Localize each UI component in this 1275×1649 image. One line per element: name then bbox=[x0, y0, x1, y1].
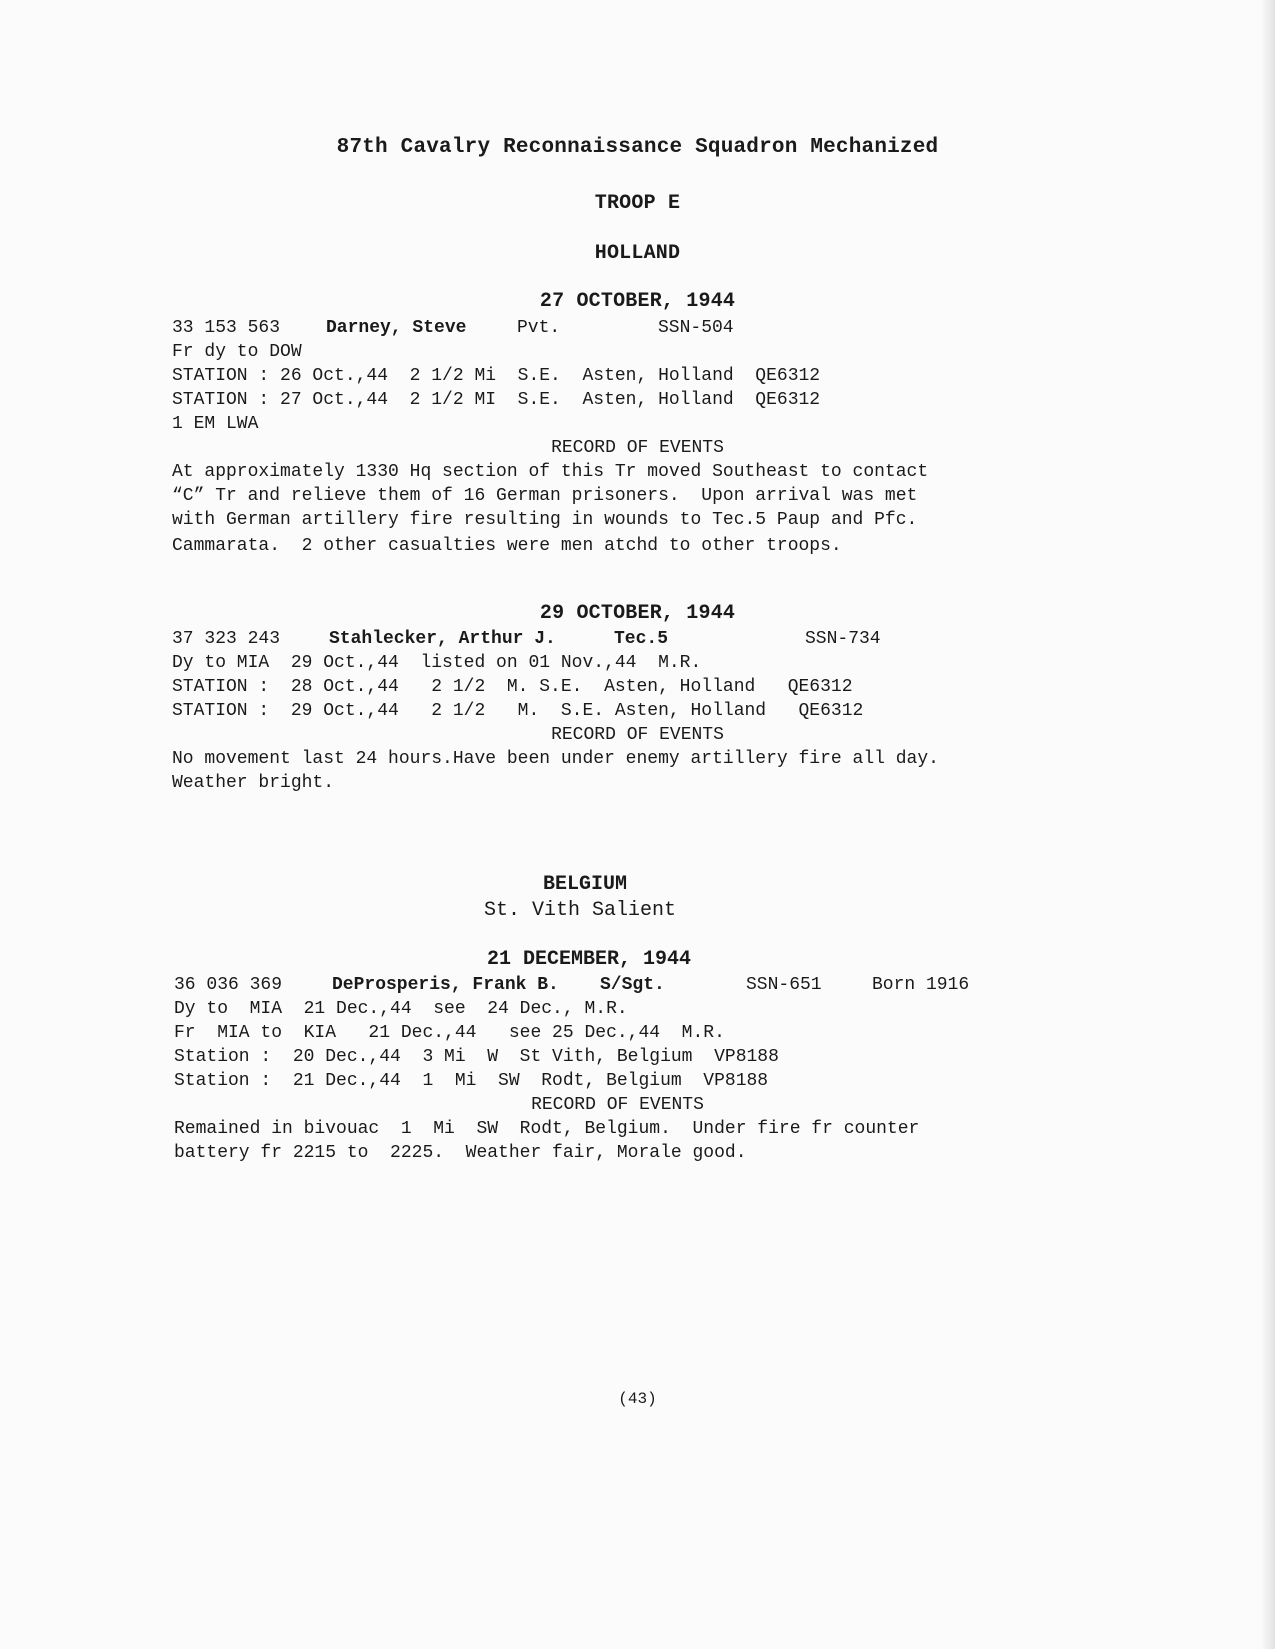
date-heading: 27 OCTOBER, 1944 bbox=[539, 290, 736, 313]
record-line: Fr dy to DOW bbox=[172, 342, 302, 362]
serial-number: 33 153 563 bbox=[172, 318, 281, 338]
record-of-events-heading: RECORD OF EVENTS bbox=[531, 1095, 704, 1115]
soldier-name: Stahlecker, Arthur J. bbox=[329, 629, 556, 649]
record-text-line: “C” Tr and relieve them of 16 German prisoners. Upon arrival was met bbox=[172, 486, 918, 506]
date-heading: 21 DECEMBER, 1944 bbox=[487, 948, 692, 971]
station-line: Station : 20 Dec.,44 3 Mi W St Vith, Belgium VP8188 bbox=[174, 1047, 779, 1067]
document-title: 87th Cavalry Reconnaissance Squadron Mechanized bbox=[336, 136, 939, 159]
soldier-rank: Tec.5 bbox=[614, 629, 669, 649]
service-number: SSN-504 bbox=[658, 318, 734, 338]
serial-number: 36 036 369 bbox=[174, 975, 283, 995]
serial-number: 37 323 243 bbox=[172, 629, 281, 649]
soldier-name: Darney, Steve bbox=[326, 318, 467, 338]
country-heading-belgium: BELGIUM bbox=[543, 873, 628, 896]
page-number: (43) bbox=[618, 1390, 657, 1408]
record-text-line: with German artillery fire resulting in wounds to Tec.5 Paup and Pfc. bbox=[172, 510, 918, 530]
soldier-name: DeProsperis, Frank B. bbox=[332, 975, 559, 995]
soldier-rank: S/Sgt. bbox=[600, 975, 665, 995]
service-number: SSN-651 bbox=[746, 975, 822, 995]
record-text-line: At approximately 1330 Hq section of this Tr moved Southeast to contact bbox=[172, 462, 929, 482]
station-line: Station : 21 Dec.,44 1 Mi SW Rodt, Belgium VP8188 bbox=[174, 1071, 769, 1091]
record-text-line: Remained in bivouac 1 Mi SW Rodt, Belgium. Under fire fr counter bbox=[174, 1119, 920, 1139]
area-subtitle: St. Vith Salient bbox=[484, 899, 677, 922]
record-text-line: battery fr 2215 to 2225. Weather fair, Morale good. bbox=[174, 1143, 747, 1163]
station-line: STATION : 29 Oct.,44 2 1/2 M. S.E. Asten, Holland QE6312 bbox=[172, 701, 864, 721]
station-line: STATION : 27 Oct.,44 2 1/2 MI S.E. Asten, Holland QE6312 bbox=[172, 390, 821, 410]
date-heading: 29 OCTOBER, 1944 bbox=[539, 602, 736, 625]
troop-heading: TROOP E bbox=[594, 192, 681, 215]
record-text-line: No movement last 24 hours.Have been under enemy artillery fire all day. bbox=[172, 749, 939, 769]
record-line: 1 EM LWA bbox=[172, 414, 259, 434]
birth-year: Born 1916 bbox=[872, 975, 970, 995]
soldier-rank: Pvt. bbox=[517, 318, 561, 338]
record-line: Dy to MIA 21 Dec.,44 see 24 Dec., M.R. bbox=[174, 999, 628, 1019]
country-heading-holland: HOLLAND bbox=[594, 242, 681, 265]
record-text-line: Cammarata. 2 other casualties were men atchd to other troops. bbox=[172, 536, 842, 556]
record-text-line: Weather bright. bbox=[172, 773, 335, 793]
station-line: STATION : 26 Oct.,44 2 1/2 Mi S.E. Asten, Holland QE6312 bbox=[172, 366, 821, 386]
record-line: Dy to MIA 29 Oct.,44 listed on 01 Nov.,44 M.R. bbox=[172, 653, 702, 673]
record-line: Fr MIA to KIA 21 Dec.,44 see 25 Dec.,44 M.R. bbox=[174, 1023, 725, 1043]
station-line: STATION : 28 Oct.,44 2 1/2 M. S.E. Asten, Holland QE6312 bbox=[172, 677, 853, 697]
service-number: SSN-734 bbox=[805, 629, 881, 649]
record-of-events-heading: RECORD OF EVENTS bbox=[551, 725, 724, 745]
record-of-events-heading: RECORD OF EVENTS bbox=[551, 438, 724, 458]
